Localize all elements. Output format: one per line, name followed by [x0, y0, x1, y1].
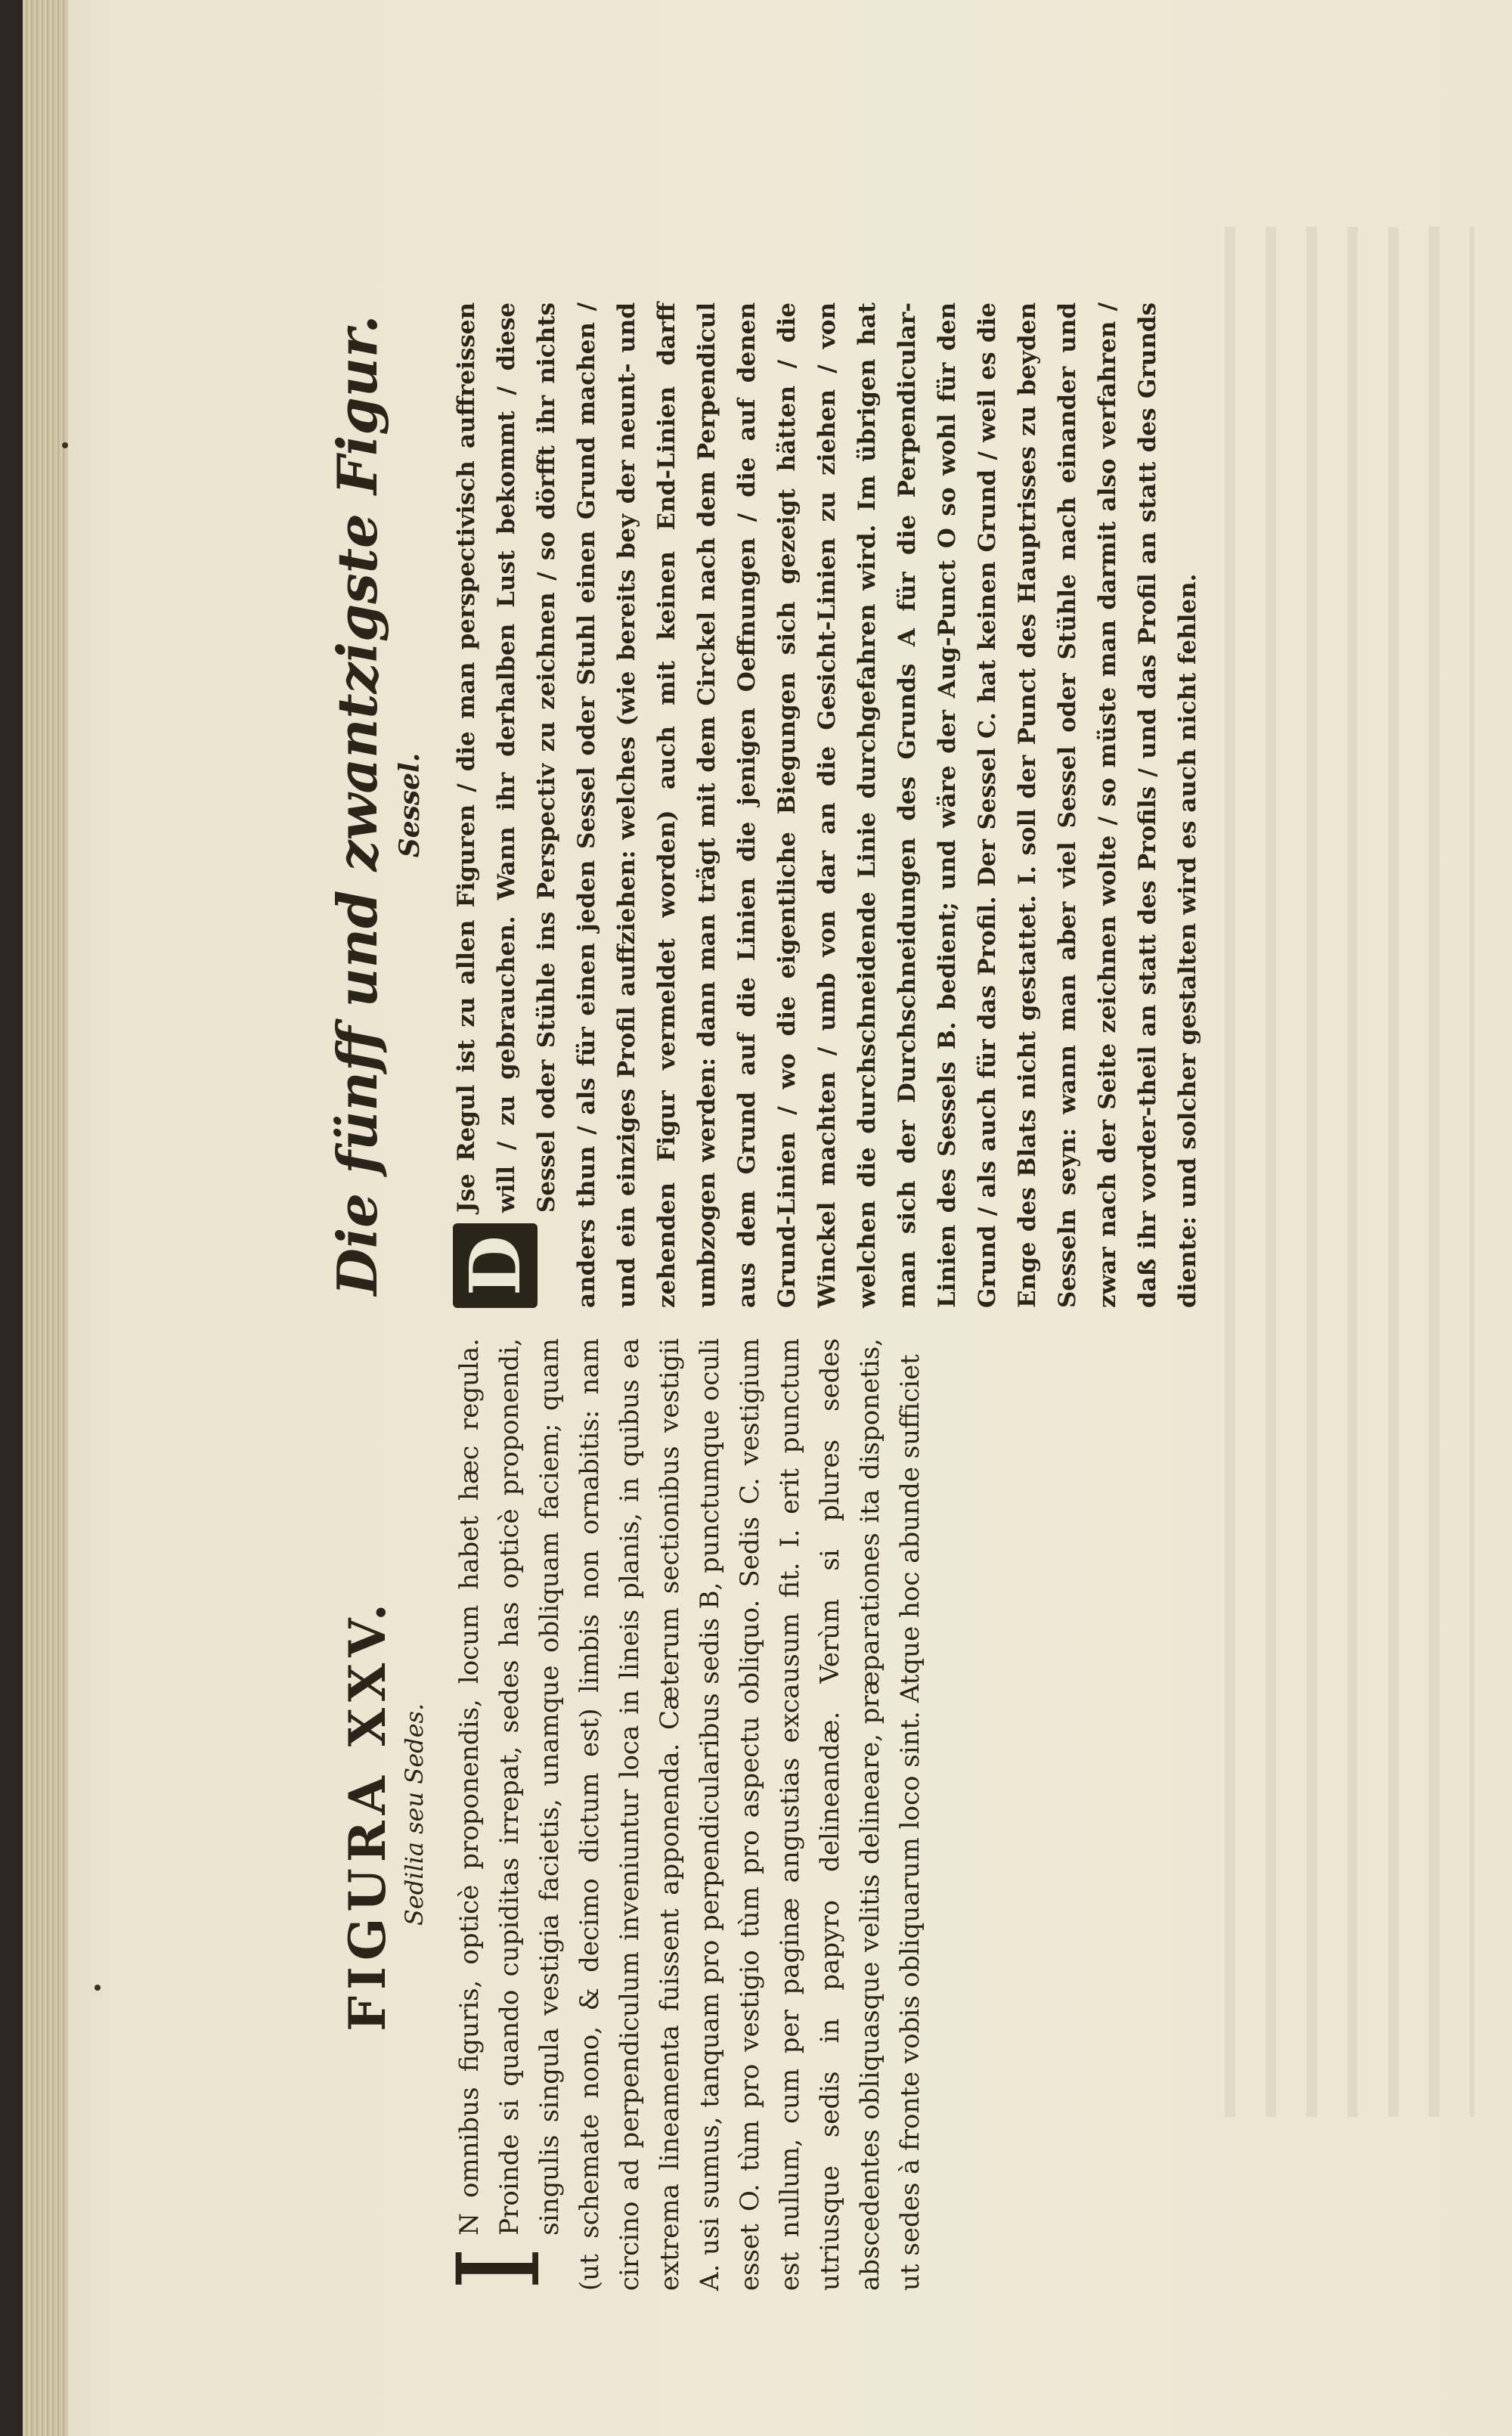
latin-text: N omnibus figuris, opticè proponendis, locum habet hæc regula. Proinde si quando cupiditas irrepat, sedes has opticè proponendi, singulis singula vestigia facietis, unamque obliquam faciem; quam (ut schemate nono, & decimo dictum est) limbis non ornabitis: nam circino ad perpendiculum inveniuntur loca in lineis planis, in quibus ea extrema lineamenta fuissent apponenda. Cæterum sectionibus vestigii A. usi sumus, tanquam pro perpendicularibus sedis B, punctumque oculi esset O. tùm pro vestigio tùm pro aspectu obliquo. Sedis C. vestigium est nullum, cum per paginæ angustias excausum fit. I. erit punctum utriusque sedis in papyro delineandæ. Verùm si plures sedes abscedentes obliquasque velitis delineare, præparationes ita disponetis, ut sedes à fronte vobis obliquarum loco sint. Atque hoc abunde sufficiet	[454, 1338, 925, 2291]
german-drop-cap-ornament: D	[453, 1223, 538, 1308]
latin-drop-cap: I	[433, 2245, 565, 2291]
ink-speck	[94, 1985, 101, 1991]
german-paragraph	[447, 302, 1208, 1308]
german-text: Jse Regul ist zu allen Figuren / die man perspectivisch auffreissen will / zu gebrauchen. Wann ihr derhalben Lust bekommt / diese Sessel oder Stühle ins Perspectiv zu zeichnen / so dörfft ihr nichts anders thun / als für einen jeden Sessel oder Stuhl einen Grund machen / und ein einziges Profil auffziehen: welches (wie bereits bey der neunt- und zehenden Figur vermeldet worden) auch mit keinen End-Linien darff umbzogen werden: dann man trägt mit dem Circkel nach dem Perpendicul aus dem Grund auf die Linien die jenigen Oeffnungen / die auf denen Grund-Linien / wo die eigentliche Biegungen sich gezeigt hätten / die Winckel machten / umb von dar an die Gesicht-Linien zu ziehen / von welchen die durchschneidende Linie durchgefahren wird. Im übrigen hat man sich der Durchschneidungen des Grunds A für die Perpendicular-Linien des Sessels B. bedient; und wäre der Aug-Punct O so wohl für den Grund / als auch für das Profil. Der Sessel C. hat keinen Grund / weil es die Enge des Blats nicht gestattet. I. soll der Punct des Hauptrisses zu beyden Sesseln seyn: wann man aber viel Sessel oder Stühle nach einander und zwar nach der Seite zeichnen wolte / so müste man darmit also verfahren / daß ihr vorder-theil an statt des Profils / und das Profil an statt des Grunds diente: und solcher gestalten wird es auch nicht fehlen.	[453, 302, 1201, 1308]
german-column	[325, 302, 1208, 1308]
bleed-through-text	[1202, 227, 1474, 2117]
german-title: Die fünff und zwantzigste Figur.	[325, 315, 389, 1296]
latin-paragraph	[433, 1338, 931, 2291]
latin-title: FIGURA XXV.	[338, 1598, 397, 2032]
ink-speck	[62, 442, 68, 448]
latin-column	[325, 1338, 931, 2291]
latin-subtitle: Sedilia seu Sedes.	[399, 1703, 429, 1926]
page-stack-edge	[23, 0, 68, 2436]
rotated-text-block	[325, 249, 1201, 2291]
german-subtitle: Sessel.	[394, 752, 426, 858]
book-page	[23, 0, 1512, 2436]
